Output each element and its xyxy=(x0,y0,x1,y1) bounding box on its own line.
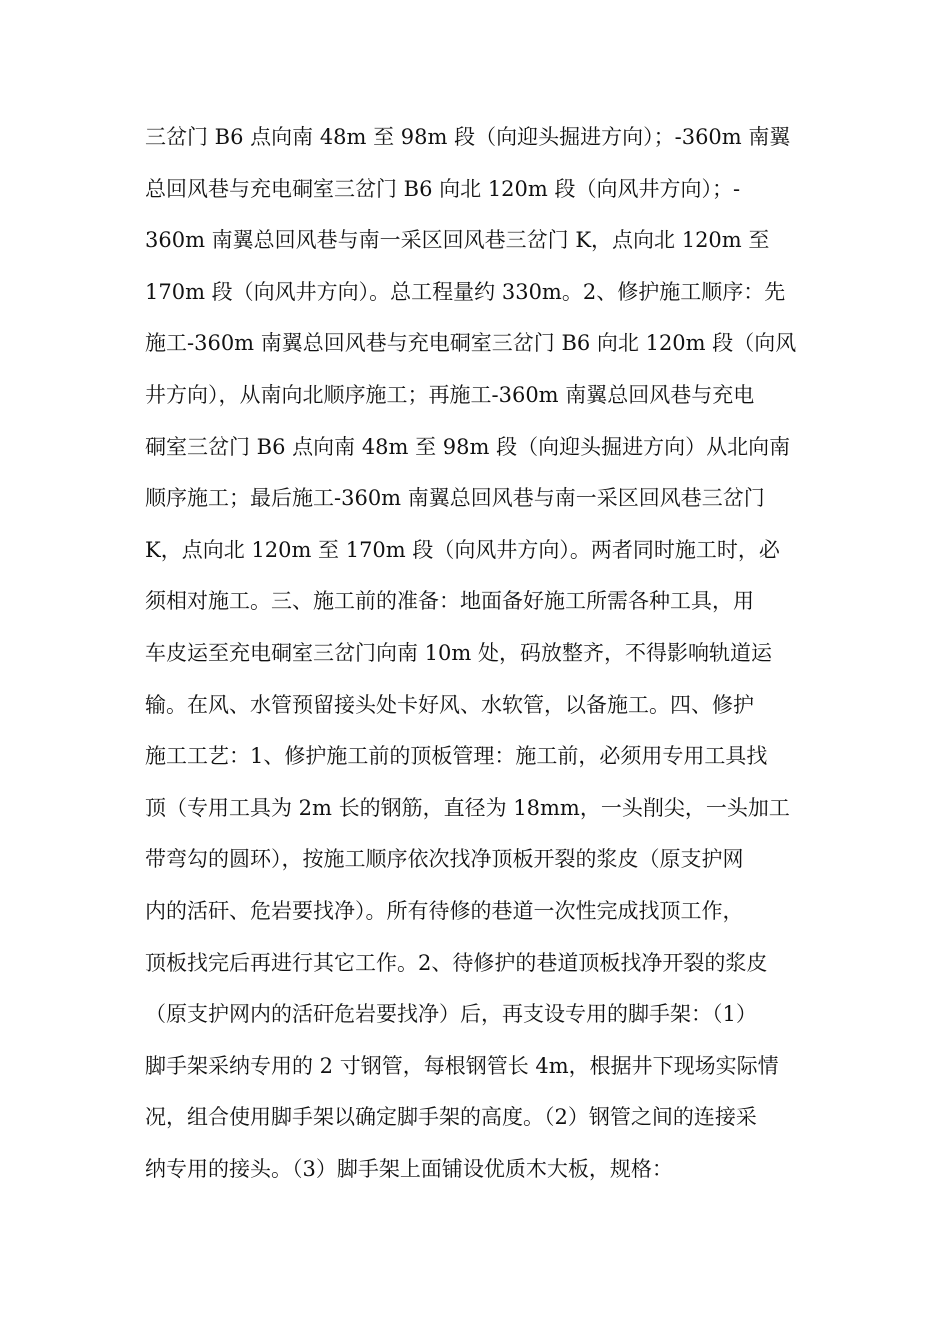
text-line-9: K，点向北 120m 至 170m 段（向风井方向）。两者同时施工时，必 xyxy=(145,537,780,562)
text-line-21: 纳专用的接头。（3）脚手架上面铺设优质木大板，规格： xyxy=(145,1156,673,1181)
text-line-20: 况，组合使用脚手架以确定脚手架的高度。（2）钢管之间的连接采 xyxy=(145,1105,757,1130)
text-line-2: 总回风巷与充电硐室三岔门 B6 向北 120m 段（向风井方向）；- xyxy=(145,176,741,201)
text-line-5: 施工-360m 南翼总回风巷与充电硐室三岔门 B6 向北 120m 段（向风 xyxy=(145,331,797,356)
text-line-12: 输。在风、水管预留接头处卡好风、水软管，以备施工。四、修护 xyxy=(145,692,754,717)
text-line-18: （原支护网内的活矸危岩要找净）后，再支设专用的脚手架：（1） xyxy=(145,1002,757,1027)
text-line-13: 施工工艺：1、修护施工前的顶板管理：施工前，必须用专用工具找 xyxy=(145,744,768,769)
text-line-7: 硐室三岔门 B6 点向南 48m 至 98m 段（向迎头掘进方向）从北向南 xyxy=(145,434,791,459)
text-line-16: 内的活矸、危岩要找净）。所有待修的巷道一次性完成找顶工作， xyxy=(145,898,744,923)
text-line-6: 井方向），从南向北顺序施工；再施工-360m 南翼总回风巷与充电 xyxy=(145,382,755,407)
text-line-8: 顺序施工；最后施工-360m 南翼总回风巷与南一采区回风巷三岔门 xyxy=(145,486,765,511)
text-line-3: 360m 南翼总回风巷与南一采区回风巷三岔门 K，点向北 120m 至 xyxy=(145,228,770,253)
text-line-11: 车皮运至充电硐室三岔门向南 10m 处，码放整齐，不得影响轨道运 xyxy=(145,640,772,665)
text-line-15: 带弯勾的圆环），按施工顺序依次找净顶板开裂的浆皮（原支护网 xyxy=(145,847,744,872)
text-line-17: 顶板找完后再进行其它工作。2、待修护的巷道顶板找净开裂的浆皮 xyxy=(145,950,768,975)
body-text xyxy=(145,112,825,1195)
text-line-19: 脚手架采纳专用的 2 寸钢管，每根钢管长 4m，根据井下现场实际情 xyxy=(145,1053,779,1078)
text-line-10: 须相对施工。三、施工前的准备：地面备好施工所需各种工具，用 xyxy=(145,589,754,614)
text-line-14: 顶（专用工具为 2m 长的钢筋，直径为 18mm，一头削尖，一头加工 xyxy=(145,795,790,820)
text-line-1: 三岔门 B6 点向南 48m 至 98m 段（向迎头掘进方向）；-360m 南翼 xyxy=(145,125,791,149)
text-line-4: 170m 段（向风井方向）。总工程量约 330m。2、修护施工顺序：先 xyxy=(145,279,786,304)
